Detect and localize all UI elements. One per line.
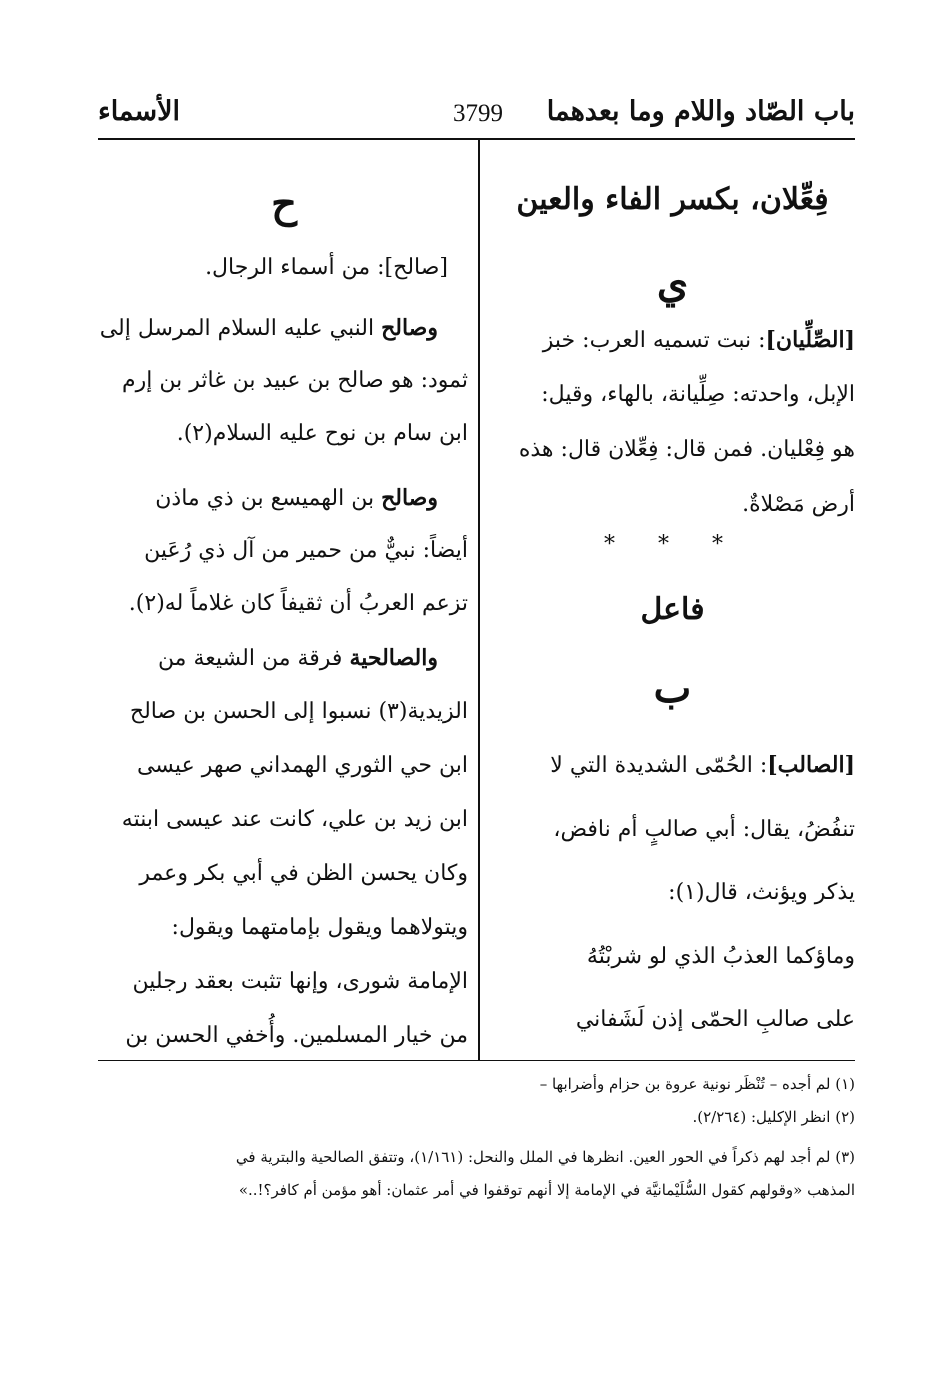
header-rule — [98, 138, 855, 140]
verse-line2: على صالبِ الحمّى إذن لَشَفاني — [575, 1007, 855, 1032]
column-divider — [478, 140, 480, 1060]
entry-salih-definition: [صالح]: من أسماء الرجال. — [205, 255, 448, 280]
chapter-title: باب الصّاد واللام وما بعدهما — [546, 96, 855, 127]
section-title: الأسماء — [98, 96, 181, 127]
pattern-heading-filan: فِعِّلان، بكسر الفاء والعين — [516, 182, 829, 217]
footnote-3-line2: المذهب «وقولهم كقول السُّلَيْمانيَّة في الإمامة إلا أنهم توقفوا في أمر عثمان: أهو مؤمن أم كافر؟!..» — [238, 1181, 855, 1199]
entry-silliyan-line1: [الصِّلِّيان]: نبت تسميه العرب: خبز — [542, 327, 855, 353]
letter-heading-ha: ح — [271, 180, 297, 227]
para-salihiyya-line5: وكان يحسن الظن في أبي بكر وعمر — [139, 861, 468, 886]
para-salihiyya-line8: من خيار المسلمين. وأُخفي الحسن بن — [125, 1023, 468, 1048]
para-salih-humaysa-line1: وصالح بن الهميسع بن ذي ماذن — [155, 485, 438, 511]
entry-salib-line3: يذكر ويؤنث، قال(١): — [668, 880, 855, 905]
page-header — [98, 96, 855, 140]
entry-silliyan-line3: هو فِعْليان. فمن قال: فِعِّلان قال: هذه — [518, 437, 855, 462]
para-prophet-salih-line1: وصالح النبي عليه السلام المرسل إلى — [99, 315, 438, 341]
para-salihiyya-line1: والصالحية فرقة من الشيعة من — [157, 645, 438, 671]
headword-salih-2: وصالح — [381, 485, 438, 511]
headword-silliyan: [الصِّلِّيان] — [765, 327, 855, 353]
letter-heading-ya: ي — [656, 260, 689, 307]
para-prophet-salih-line3: ابن سام بن نوح عليه السلام(٢). — [176, 421, 468, 446]
entry-silliyan-line2: الإبل، واحدته: صِلِّيانة، بالهاء، وقيل: — [541, 382, 855, 407]
footnote-3-line1: (٣) لم أجد لهم ذكراً في الحور العين. انظرها في الملل والنحل: (١/١٦١)، وتتفق الصالحية والبترية في — [235, 1148, 855, 1166]
para-salih-humaysa-line3: تزعم العربُ أن ثقيفاً كان غلاماً له(٢). — [128, 591, 468, 616]
entry-salib-line2: تنفُضُ، يقال: أبي صالبٍ أم نافض، — [553, 817, 855, 842]
para-prophet-salih-line2: ثمود: هو صالح بن عبيد بن غاثر بن إرم — [121, 368, 468, 393]
footnote-2: (٢) انظر الإكليل: (٢/٢٦٤). — [692, 1108, 855, 1126]
headword-salihiyya: والصالحية — [349, 645, 438, 671]
letter-heading-ba: ب — [653, 665, 692, 712]
para-salihiyya-line4: ابن زيد بن علي، كانت عند عيسى ابنته — [121, 807, 468, 832]
page-number: 3799 — [453, 100, 503, 127]
footnote-1: (١) لم أجده – تُنْظَر نونية عروة بن حزام وأضرابها – — [539, 1075, 855, 1093]
entry-salib-line1: [الصالب]: الحُمّى الشديدة التي لا — [550, 752, 855, 778]
headword-salib: [الصالب] — [767, 752, 855, 778]
para-salihiyya-line2: الزيدية(٣) نسبوا إلى الحسن بن صالح — [129, 699, 468, 724]
footnote-rule — [98, 1060, 855, 1061]
para-salihiyya-line7: الإمامة شورى، وإنها تثبت بعقد رجلين — [132, 969, 468, 994]
section-separator-stars: * * * — [604, 532, 741, 557]
entry-silliyan-line4: أرض مَصْلاةٌ. — [742, 492, 855, 517]
pattern-heading-fail: فاعل — [640, 592, 705, 627]
para-salihiyya-line3: ابن حي الثوري الهمداني صهر عيسى — [136, 753, 468, 778]
para-salih-humaysa-line2: أيضاً: نبيٌّ من حمير من آل ذي رُعَين — [144, 538, 468, 563]
headword-salih-1: وصالح — [381, 315, 438, 341]
verse-line1: وماؤكما العذبُ الذي لو شربْتُهُ — [586, 944, 855, 969]
para-salihiyya-line6: ويتولاهما ويقول بإمامتهما ويقول: — [171, 915, 468, 940]
